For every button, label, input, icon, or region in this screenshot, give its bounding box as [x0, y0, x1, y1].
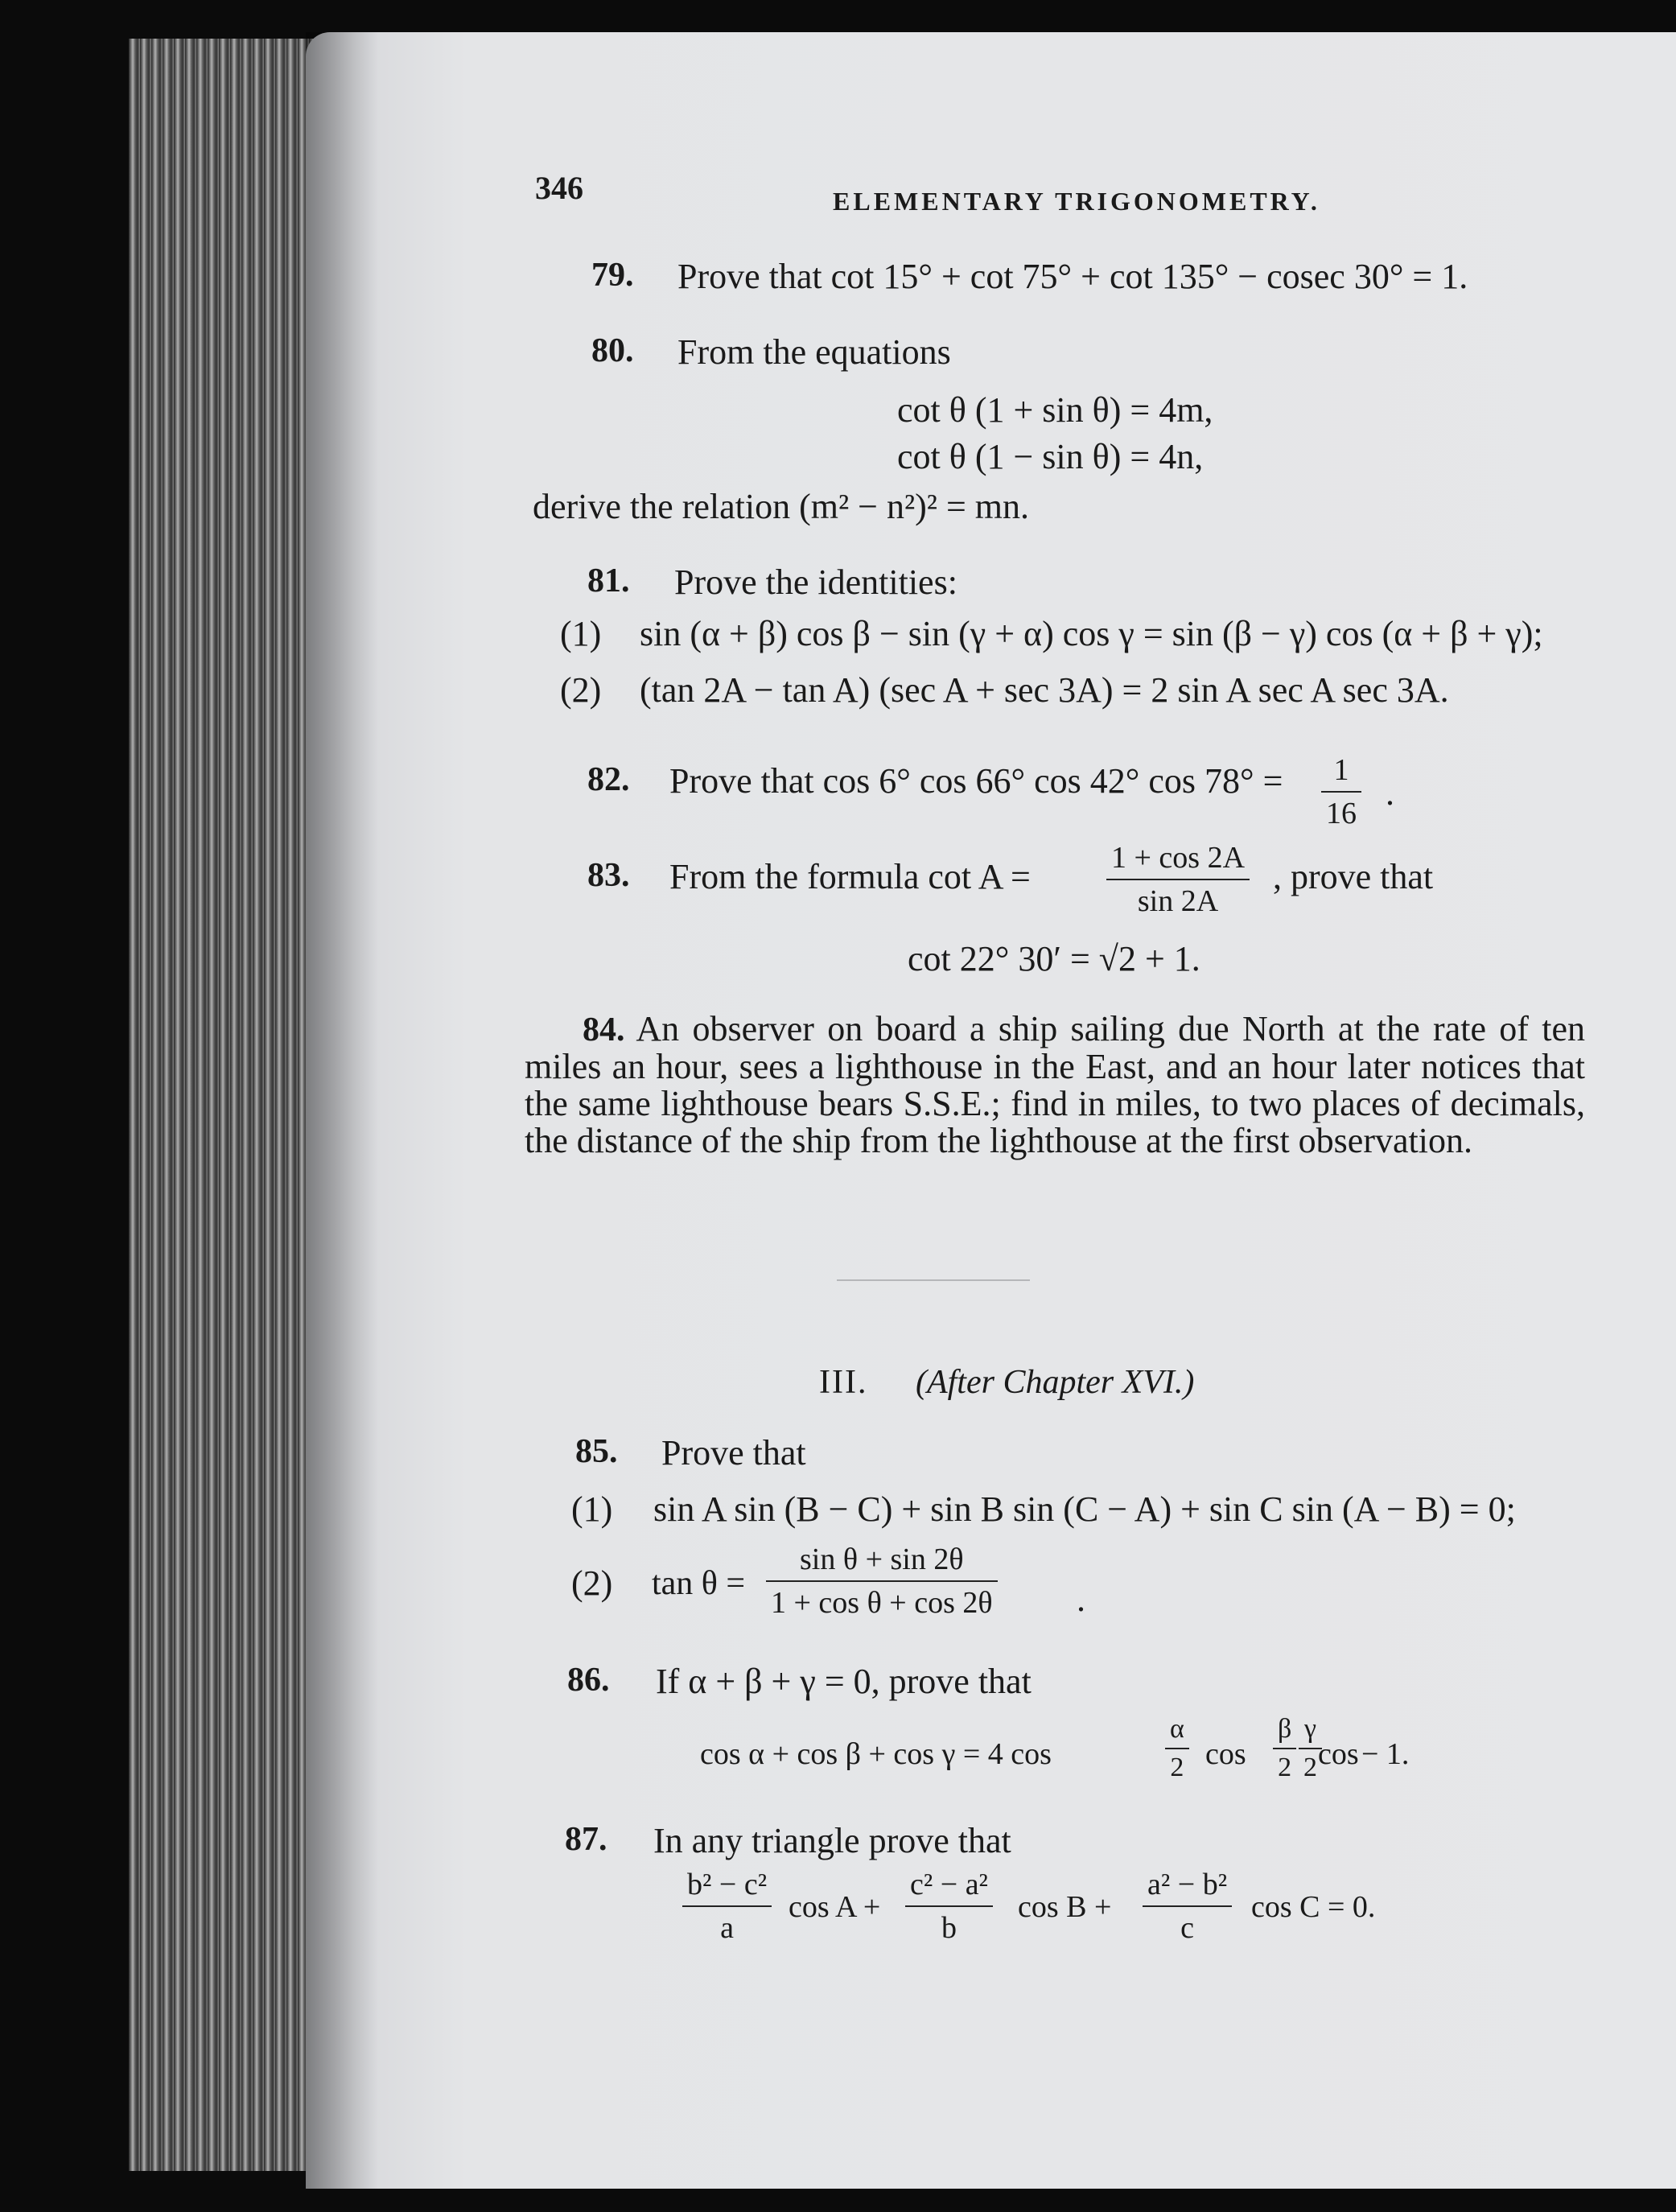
problem-85-fraction — [766, 1542, 998, 1621]
problem-87-fraction-2-numerator: c² − a² — [910, 1868, 988, 1901]
problem-84 — [525, 1011, 1585, 1160]
problem-83-fraction-numerator: 1 + cos 2A — [1111, 841, 1246, 875]
problem-81-intro: Prove the identities: — [674, 562, 957, 602]
problem-85-part2-label: (2) — [571, 1563, 613, 1603]
problem-84-text: An observer on board a ship sailing due North at the rate of ten miles an hour, sees a lighthouse in the East, and an hour later notices that the same lighthouse bears S.S.E.; find in miles, to two places of decimals, the distance of the ship from the lighthouse at the first observation. — [525, 1009, 1585, 1160]
problem-87-fraction-2 — [905, 1867, 993, 1946]
problem-81-part1-label: (1) — [560, 614, 602, 653]
problem-87-fraction-3 — [1143, 1867, 1232, 1946]
problem-86-fraction-alpha-numerator: α — [1170, 1714, 1184, 1744]
section-title: (After Chapter XVI.) — [916, 1364, 1195, 1401]
problem-85-fraction-denominator: 1 + cos θ + cos 2θ — [766, 1580, 998, 1621]
problem-83-result: cot 22° 30′ = √2 + 1. — [908, 939, 1200, 978]
problem-82-text: Prove that cos 6° cos 66° cos 42° cos 78° = — [669, 761, 1283, 801]
problem-86-fraction-alpha — [1165, 1714, 1189, 1783]
problem-87-fraction-2-denominator: b — [905, 1905, 993, 1946]
problem-87-fraction-1-numerator: b² − c² — [687, 1868, 768, 1901]
problem-81-number: 81. — [587, 562, 630, 599]
problem-82-fraction — [1321, 752, 1361, 831]
problem-87-number: 87. — [565, 1821, 607, 1858]
problem-85-part1: sin A sin (B − C) + sin B sin (C − A) + sin C sin (A − B) = 0; — [653, 1489, 1516, 1529]
problem-80-intro: From the equations — [677, 332, 951, 372]
problem-82-fraction-numerator: 1 — [1333, 753, 1349, 787]
problem-86-number: 86. — [567, 1662, 610, 1699]
problem-81-part1: sin (α + β) cos β − sin (γ + α) cos γ = sin (β − γ) cos (α + β + γ); — [640, 614, 1543, 653]
problem-84-number: 84. — [583, 1011, 625, 1048]
problem-80-equation-2: cot θ (1 − sin θ) = 4n, — [897, 437, 1204, 476]
problem-83-number: 83. — [587, 857, 630, 894]
problem-87-fraction-3-numerator: a² − b² — [1147, 1868, 1228, 1901]
problem-85-intro: Prove that — [661, 1433, 806, 1473]
problem-80-equation-1: cot θ (1 + sin θ) = 4m, — [897, 390, 1213, 430]
problem-86-fraction-gamma-numerator: γ — [1303, 1714, 1317, 1744]
problem-87-cos-a: cos A + — [789, 1890, 881, 1924]
problem-82-number: 82. — [587, 761, 630, 798]
page-number: 346 — [535, 170, 583, 206]
problem-79-text: Prove that cot 15° + cot 75° + cot 135° − cosec 30° = 1. — [677, 257, 1468, 296]
problem-86-fraction-gamma-denominator: 2 — [1299, 1748, 1322, 1783]
problem-85-part1-label: (1) — [571, 1489, 613, 1529]
problem-81-part2-label: (2) — [560, 670, 602, 710]
problem-85-number: 85. — [575, 1433, 618, 1470]
problem-82-end: . — [1386, 773, 1394, 813]
problem-87-intro: In any triangle prove that — [653, 1821, 1011, 1860]
problem-80-number: 80. — [591, 332, 634, 369]
problem-86-lhs: cos α + cos β + cos γ = 4 cos — [700, 1737, 1052, 1771]
problem-80-conclusion: derive the relation (m² − n²)² = mn. — [533, 487, 1030, 526]
problem-81-part2: (tan 2A − tan A) (sec A + sec 3A) = 2 sin A sec A sec 3A. — [640, 670, 1449, 710]
problem-86-fraction-beta-denominator: 2 — [1273, 1748, 1296, 1783]
problem-86-cos-1: cos — [1205, 1737, 1246, 1771]
problem-82-fraction-denominator: 16 — [1321, 791, 1361, 831]
problem-86-cos-2: cos — [1318, 1737, 1359, 1771]
problem-79-number: 79. — [591, 257, 634, 294]
problem-85-end: . — [1077, 1580, 1085, 1619]
problem-86-intro: If α + β + γ = 0, prove that — [656, 1662, 1032, 1701]
problem-83-fraction — [1106, 840, 1250, 919]
problem-87-fraction-3-denominator: c — [1143, 1905, 1232, 1946]
problem-86-fraction-beta-numerator: β — [1278, 1714, 1292, 1744]
problem-83-fraction-denominator: sin 2A — [1106, 879, 1250, 919]
problem-87-cos-b: cos B + — [1018, 1890, 1112, 1924]
problem-86-fraction-alpha-denominator: 2 — [1165, 1748, 1189, 1783]
running-head: ELEMENTARY TRIGONOMETRY. — [833, 187, 1320, 216]
problem-83-text-start: From the formula cot A = — [669, 857, 1031, 896]
problem-87-cos-c: cos C = 0. — [1251, 1890, 1376, 1924]
problem-86-fraction-gamma — [1299, 1714, 1322, 1783]
problem-86-fraction-beta — [1273, 1714, 1296, 1783]
problem-87-fraction-1-denominator: a — [682, 1905, 772, 1946]
section-divider — [837, 1279, 1030, 1281]
problem-87-fraction-1 — [682, 1867, 772, 1946]
page-gutter-shadow — [306, 32, 378, 2189]
section-label: III. — [819, 1364, 868, 1401]
problem-86-end: − 1. — [1361, 1737, 1410, 1771]
problem-85-fraction-numerator: sin θ + sin 2θ — [800, 1543, 964, 1576]
problem-85-part2-lhs: tan θ = — [652, 1565, 746, 1602]
problem-83-text-end: , prove that — [1273, 857, 1434, 896]
